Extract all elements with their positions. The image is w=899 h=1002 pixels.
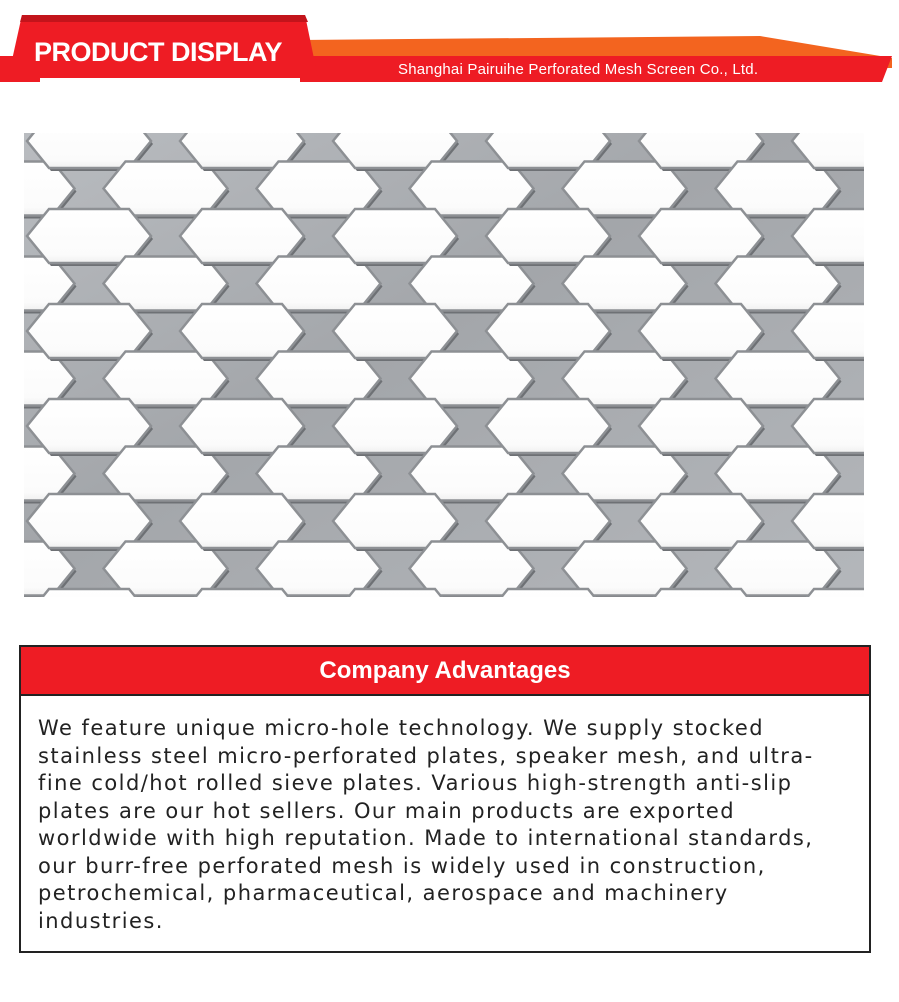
mesh-hole [486, 304, 610, 358]
mesh-hole [27, 209, 151, 263]
mesh-hole [639, 399, 763, 453]
mesh-hole [333, 209, 457, 263]
product-photo [24, 133, 864, 597]
mesh-hole [27, 304, 151, 358]
banner-title: PRODUCT DISPLAY [34, 37, 283, 67]
mesh-hole [639, 304, 763, 358]
mesh-hole [180, 399, 304, 453]
mesh-hole [639, 209, 763, 263]
advantages-title: Company Advantages [319, 656, 571, 684]
mesh-hole [639, 494, 763, 548]
mesh-hole [486, 399, 610, 453]
mesh-hole [333, 304, 457, 358]
company-advantages-panel [19, 645, 871, 953]
mesh-hole [180, 209, 304, 263]
perforated-mesh-image [24, 133, 864, 597]
advantages-text: We feature unique micro-hole technology. We supply stocked stainless steel micro-perforated plates, speaker mesh, and ultra-fine cold/hot rolled sieve plates. Various high-strength anti-slip plates are our hot sellers. Our main products are exported worldwide with high reputation. Made to international standards, our burr-free perforated mesh is widely used in construction, petrochemical, pharmaceutical, aerospace and machinery industries. [38, 716, 814, 933]
mesh-hole [333, 399, 457, 453]
mesh-hole [27, 494, 151, 548]
mesh-hole [180, 304, 304, 358]
company-name: Shanghai Pairuihe Perforated Mesh Screen Co., Ltd. [398, 61, 759, 78]
mesh-hole [180, 494, 304, 548]
advantages-header [21, 647, 869, 696]
mesh-hole [27, 399, 151, 453]
mesh-hole [486, 209, 610, 263]
header-banner [0, 0, 899, 90]
mesh-hole [333, 494, 457, 548]
mesh-hole [486, 494, 610, 548]
